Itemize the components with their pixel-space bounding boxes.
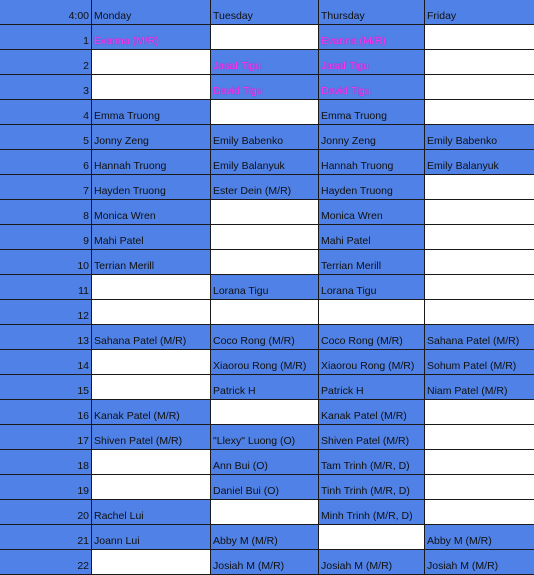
row-number[interactable]: 12 (0, 300, 92, 325)
cell-thursday[interactable]: Evanna (M/R) (319, 25, 425, 50)
table-row (0, 25, 534, 50)
cell-thursday[interactable]: Patrick H (319, 375, 425, 400)
cell-thursday[interactable]: Mahi Patel (319, 225, 425, 250)
cell-thursday[interactable]: Emma Truong (319, 100, 425, 125)
table-row (0, 125, 534, 150)
cell-monday[interactable] (92, 50, 211, 75)
cell-friday[interactable] (425, 200, 534, 225)
cell-thursday[interactable]: Xiaorou Rong (M/R) (319, 350, 425, 375)
cell-friday[interactable] (425, 25, 534, 50)
cell-monday[interactable] (92, 300, 211, 325)
cell-monday[interactable] (92, 450, 211, 475)
cell-friday[interactable] (425, 400, 534, 425)
row-number[interactable]: 8 (0, 200, 92, 225)
table-row (0, 75, 534, 100)
cell-thursday[interactable]: Coco Rong (M/R) (319, 325, 425, 350)
cell-thursday[interactable] (319, 300, 425, 325)
cell-friday[interactable] (425, 450, 534, 475)
table-row (0, 525, 534, 550)
table-row (0, 150, 534, 175)
table-row (0, 450, 534, 475)
cell-monday[interactable]: Terrian Merill (92, 250, 211, 275)
cell-friday[interactable] (425, 475, 534, 500)
row-number[interactable]: 2 (0, 50, 92, 75)
row-number[interactable]: 19 (0, 475, 92, 500)
cell-friday[interactable] (425, 75, 534, 100)
cell-friday[interactable] (425, 225, 534, 250)
row-number[interactable]: 9 (0, 225, 92, 250)
cell-tuesday[interactable] (211, 400, 319, 425)
cell-thursday[interactable]: Hannah Truong (319, 150, 425, 175)
cell-thursday[interactable]: David Tigu (319, 75, 425, 100)
row-number[interactable]: 6 (0, 150, 92, 175)
table-row (0, 225, 534, 250)
table-row (0, 300, 534, 325)
cell-friday[interactable] (425, 175, 534, 200)
cell-thursday[interactable]: Jonny Zeng (319, 125, 425, 150)
cell-monday[interactable]: Joann Lui (92, 525, 211, 550)
cell-monday[interactable]: Kanak Patel (M/R) (92, 400, 211, 425)
cell-tuesday[interactable] (211, 200, 319, 225)
table-row (0, 475, 534, 500)
row-number[interactable]: 3 (0, 75, 92, 100)
row-number[interactable]: 10 (0, 250, 92, 275)
cell-thursday[interactable]: Minh Trinh (M/R, D) (319, 500, 425, 525)
cell-monday[interactable]: Evanna (M/R) (92, 25, 211, 50)
cell-monday[interactable] (92, 275, 211, 300)
cell-tuesday[interactable] (211, 500, 319, 525)
row-number[interactable]: 13 (0, 325, 92, 350)
cell-friday[interactable]: Emily Balanyuk (425, 150, 534, 175)
cell-tuesday[interactable] (211, 225, 319, 250)
cell-thursday[interactable]: Tinh Trinh (M/R, D) (319, 475, 425, 500)
cell-friday[interactable] (425, 300, 534, 325)
cell-thursday[interactable]: Josiah M (M/R) (319, 550, 425, 575)
row-number[interactable]: 22 (0, 550, 92, 575)
cell-tuesday[interactable] (211, 100, 319, 125)
row-number[interactable]: 7 (0, 175, 92, 200)
table-row (0, 350, 534, 375)
cell-monday[interactable]: Shiven Patel (M/R) (92, 425, 211, 450)
cell-tuesday[interactable] (211, 250, 319, 275)
cell-tuesday[interactable] (211, 300, 319, 325)
cell-monday[interactable] (92, 550, 211, 575)
row-number[interactable]: 4 (0, 100, 92, 125)
header-friday[interactable]: Friday (425, 0, 534, 25)
header-monday[interactable]: Monday (92, 0, 211, 25)
cell-monday[interactable]: Rachel Lui (92, 500, 211, 525)
cell-tuesday[interactable]: Emily Balanyuk (211, 150, 319, 175)
cell-thursday[interactable]: Kanak Patel (M/R) (319, 400, 425, 425)
table-row (0, 500, 534, 525)
cell-tuesday[interactable]: Lorana Tigu (211, 275, 319, 300)
row-number[interactable]: 5 (0, 125, 92, 150)
row-number[interactable]: 20 (0, 500, 92, 525)
cell-friday[interactable] (425, 275, 534, 300)
row-number[interactable]: 18 (0, 450, 92, 475)
row-number[interactable]: 17 (0, 425, 92, 450)
header-tuesday[interactable]: Tuesday (211, 0, 319, 25)
cell-friday[interactable]: Emily Babenko (425, 125, 534, 150)
cell-monday[interactable] (92, 350, 211, 375)
table-row (0, 100, 534, 125)
cell-monday[interactable]: Emma Truong (92, 100, 211, 125)
cell-monday[interactable]: Jonny Zeng (92, 125, 211, 150)
cell-tuesday[interactable]: David Tigu (211, 75, 319, 100)
row-number[interactable]: 1 (0, 25, 92, 50)
cell-friday[interactable] (425, 250, 534, 275)
cell-tuesday[interactable]: "Llexy" Luong (O) (211, 425, 319, 450)
cell-monday[interactable]: Hannah Truong (92, 150, 211, 175)
cell-tuesday[interactable]: Jasaf Tigu (211, 50, 319, 75)
cell-monday[interactable]: Sahana Patel (M/R) (92, 325, 211, 350)
cell-thursday[interactable]: Shiven Patel (M/R) (319, 425, 425, 450)
row-number[interactable]: 14 (0, 350, 92, 375)
cell-tuesday[interactable]: Ester Dein (M/R) (211, 175, 319, 200)
cell-tuesday[interactable]: Ann Bui (O) (211, 450, 319, 475)
table-row (0, 200, 534, 225)
cell-monday[interactable] (92, 375, 211, 400)
row-number[interactable]: 11 (0, 275, 92, 300)
cell-tuesday[interactable]: Abby M (M/R) (211, 525, 319, 550)
table-row (0, 175, 534, 200)
cell-tuesday[interactable]: Xiaorou Rong (M/R) (211, 350, 319, 375)
cell-monday[interactable] (92, 475, 211, 500)
cell-tuesday[interactable] (211, 25, 319, 50)
row-number[interactable]: 21 (0, 525, 92, 550)
cell-thursday[interactable]: Tam Trinh (M/R, D) (319, 450, 425, 475)
cell-monday[interactable]: Hayden Truong (92, 175, 211, 200)
table-row (0, 425, 534, 450)
table-row (0, 550, 534, 575)
cell-friday[interactable]: Josiah M (M/R) (425, 550, 534, 575)
cell-friday[interactable]: Niam Patel (M/R) (425, 375, 534, 400)
cell-tuesday[interactable]: Emily Babenko (211, 125, 319, 150)
header-row (0, 0, 534, 25)
cell-thursday[interactable]: Hayden Truong (319, 175, 425, 200)
cell-friday[interactable] (425, 425, 534, 450)
table-row (0, 250, 534, 275)
cell-tuesday[interactable]: Coco Rong (M/R) (211, 325, 319, 350)
cell-tuesday[interactable]: Josiah M (M/R) (211, 550, 319, 575)
cell-thursday[interactable]: Lorana Tigu (319, 275, 425, 300)
header-time[interactable]: 4:00 (0, 0, 92, 25)
table-row (0, 375, 534, 400)
cell-monday[interactable] (92, 75, 211, 100)
cell-friday[interactable]: Abby M (M/R) (425, 525, 534, 550)
table-row (0, 50, 534, 75)
header-thursday[interactable]: Thursday (319, 0, 425, 25)
cell-monday[interactable]: Monica Wren (92, 200, 211, 225)
cell-friday[interactable] (425, 500, 534, 525)
cell-tuesday[interactable]: Patrick H (211, 375, 319, 400)
row-number[interactable]: 16 (0, 400, 92, 425)
cell-tuesday[interactable]: Daniel Bui (O) (211, 475, 319, 500)
table-row (0, 275, 534, 300)
cell-friday[interactable] (425, 100, 534, 125)
cell-friday[interactable]: Sohum Patel (M/R) (425, 350, 534, 375)
cell-thursday[interactable]: Jasaf Tigu (319, 50, 425, 75)
cell-thursday[interactable]: Monica Wren (319, 200, 425, 225)
table-row (0, 325, 534, 350)
cell-thursday[interactable] (319, 525, 425, 550)
cell-monday[interactable]: Mahi Patel (92, 225, 211, 250)
cell-thursday[interactable]: Terrian Merill (319, 250, 425, 275)
cell-friday[interactable] (425, 50, 534, 75)
table-row (0, 400, 534, 425)
cell-friday[interactable]: Sahana Patel (M/R) (425, 325, 534, 350)
row-number[interactable]: 15 (0, 375, 92, 400)
